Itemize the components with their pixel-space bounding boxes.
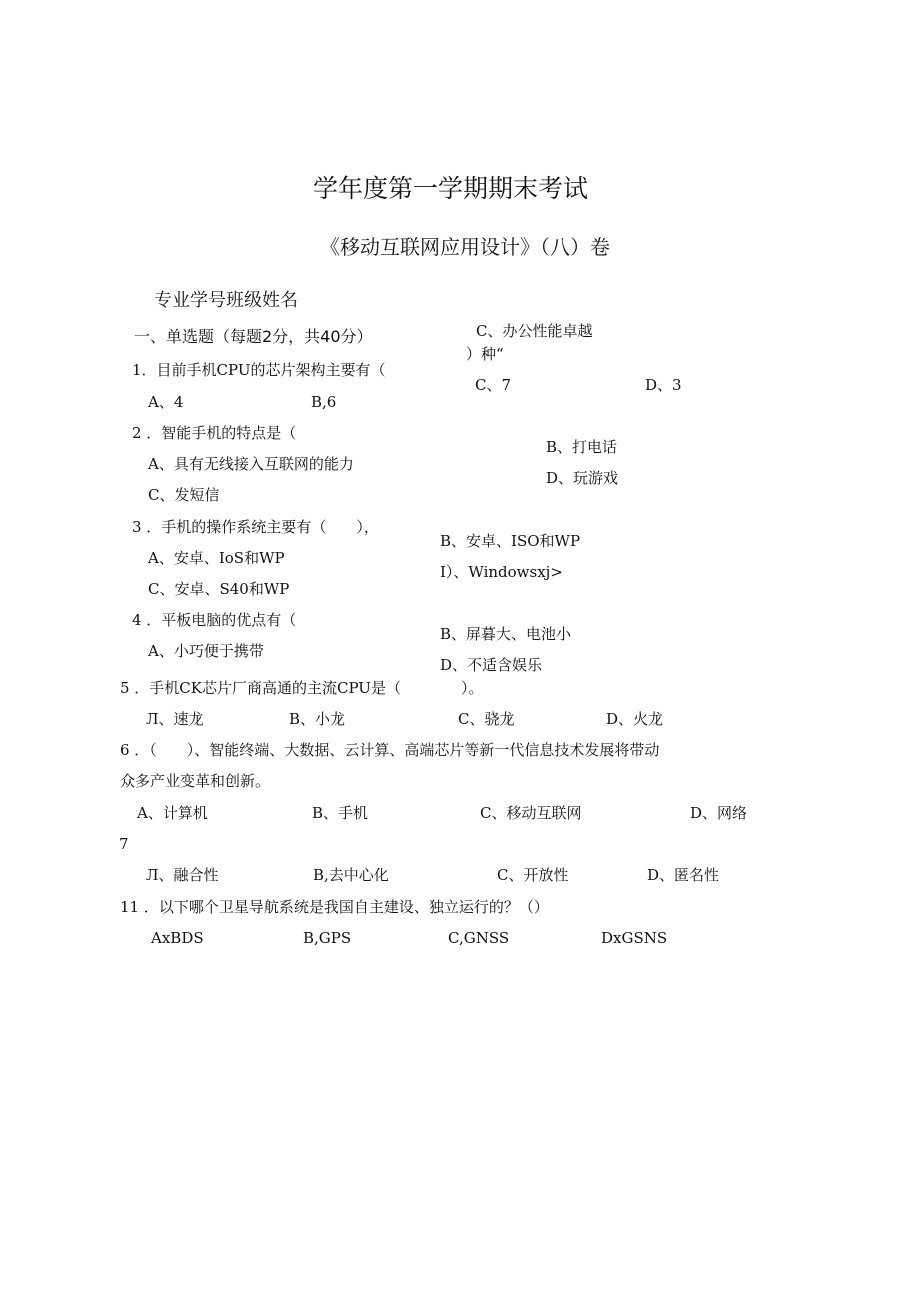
q11-stem: 11 ．以下哪个卫星导航系统是我国自主建设、独立运行的？（） (120, 898, 549, 916)
q1-option-b: B,6 (311, 393, 337, 411)
section-heading: 一、单选题（每题2分，共40分） (134, 327, 373, 346)
q6-option-d: D、网络 (690, 804, 748, 822)
q11-option-c: C,GNSS (448, 929, 510, 947)
q2-stem: 2 ．智能手机的特点是（ (132, 424, 297, 442)
q5-option-a: Л、速龙 (146, 710, 204, 728)
q6-stem-line1: 6 ．（ ）、智能终端、大数据、云计算、高端芯片等新一代信息技术发展将带动 (120, 741, 660, 759)
q11-option-d: DxGSNS (601, 929, 668, 947)
q2-option-a: A、具有无线接入互联网的能力 (148, 455, 354, 473)
q6-option-b: B、手机 (312, 804, 369, 822)
q4-option-a: A、小巧便于携带 (148, 642, 264, 660)
q5-stem: 5 ．手机CK芯片厂商高通的主流CPU是（ ）。 (120, 679, 484, 697)
q4-option-d: D、不适含娱乐 (440, 656, 543, 674)
exam-title: 学年度第一学期期末考试 (313, 174, 589, 203)
q11-option-a: AxBDS (151, 929, 204, 947)
q2-option-c: C、发短信 (148, 486, 220, 504)
q2-option-d: D、玩游戏 (546, 469, 619, 487)
q2-option-b: B、打电话 (546, 438, 618, 456)
q1-option-a: A、4 (148, 393, 184, 411)
q3-option-a: A、安卓、IoS和WP (148, 549, 285, 567)
q5-option-d: D、火龙 (606, 710, 664, 728)
stray-option-c7: C、7 (475, 376, 512, 394)
q3-option-c: C、安卓、S40和WP (148, 580, 290, 598)
q7-option-a: Л、融合性 (146, 866, 219, 884)
q7-option-d: D、匿名性 (647, 866, 720, 884)
q7-option-b: B,去中心化 (313, 866, 389, 884)
q11-option-b: B,GPS (303, 929, 352, 947)
q6-stem-line2: 众多产业变革和创新。 (120, 772, 271, 790)
stray-option-c-office: C、办公性能卓越 (476, 322, 593, 340)
q4-option-b: B、屏暮大、电池小 (440, 625, 572, 643)
stray-fragment: ）种“ (466, 345, 504, 363)
q6-option-c: C、移动互联网 (480, 804, 582, 822)
q3-option-d: I）、Windowsxj> (440, 563, 563, 581)
q3-option-b: B、安卓、ISO和WP (440, 532, 581, 550)
q5-option-c: C、骁龙 (458, 710, 515, 728)
q3-stem: 3 ．手机的操作系统主要有（ ）， (132, 518, 379, 536)
stray-option-d3: D、3 (645, 376, 682, 394)
q1-stem: 1．目前手机CPU的芯片架构主要有（ (132, 361, 386, 379)
q7-stem: 7 (119, 835, 129, 853)
q7-option-c: C、开放性 (497, 866, 569, 884)
exam-subtitle: 《移动互联网应用设计》（八）卷 (320, 235, 610, 259)
student-info-line: 专业学号班级姓名 (154, 290, 298, 311)
q6-option-a: A、计算机 (137, 804, 208, 822)
q4-stem: 4 ．平板电脑的优点有（ (132, 611, 297, 629)
q5-option-b: B、小龙 (289, 710, 346, 728)
